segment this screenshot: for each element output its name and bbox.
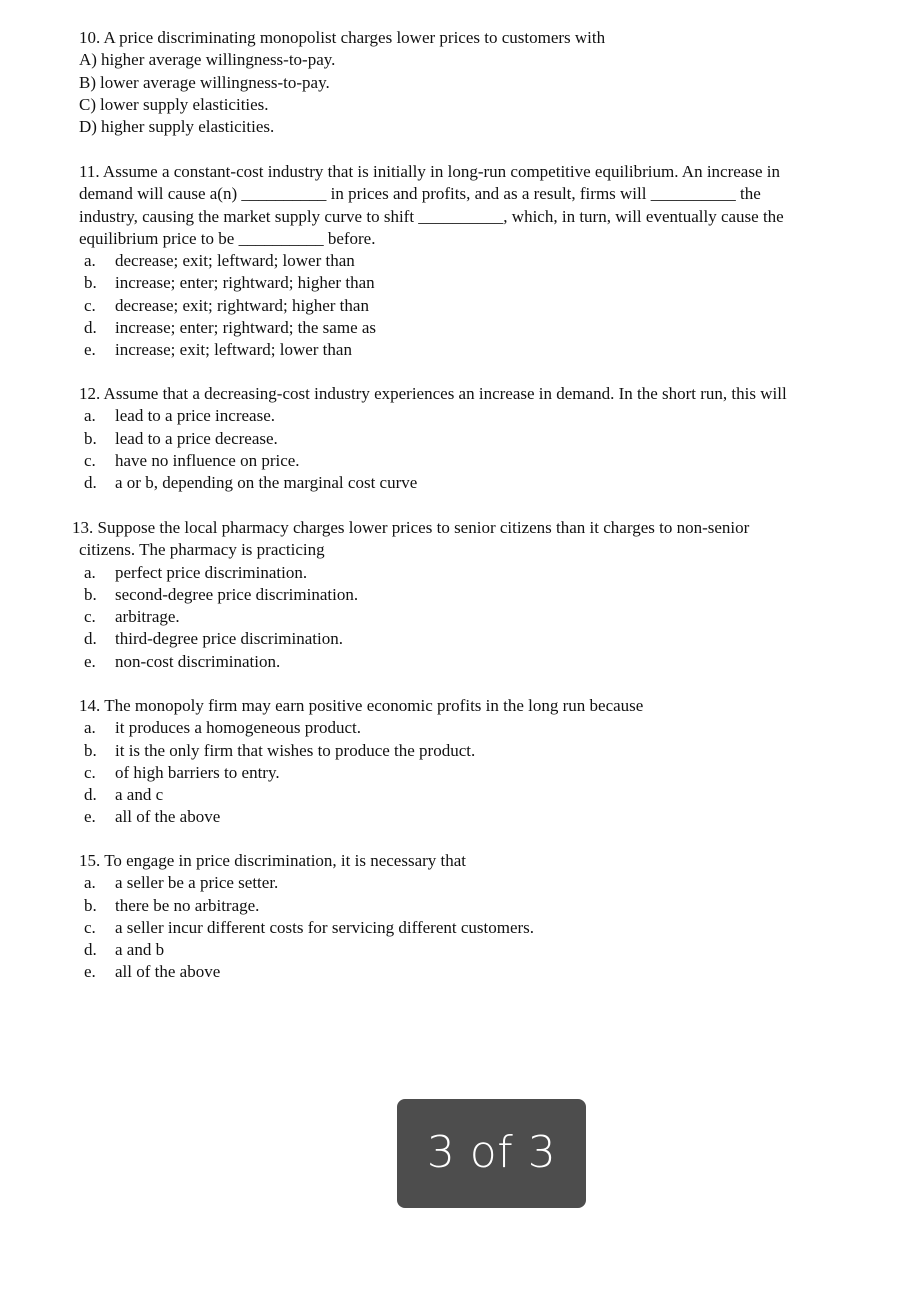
- answer-option: [79, 405, 891, 427]
- answer-option: [79, 472, 891, 494]
- answer-option: [79, 784, 891, 806]
- option-text: have no influence on price.: [115, 450, 300, 470]
- stem-line: citizens. The pharmacy is practicing: [79, 540, 325, 560]
- answer-options: [79, 717, 891, 828]
- answer-option: [79, 895, 891, 917]
- option-text: a or b, depending on the marginal cost curve: [115, 473, 418, 493]
- answer-option: [79, 562, 891, 584]
- question-15: [79, 850, 891, 984]
- option-letter: b.: [84, 584, 97, 604]
- option-letter: d.: [84, 318, 97, 338]
- question-stem: 14. The monopoly firm may earn positive economic profits in the long run because: [79, 696, 644, 715]
- option-letter: d.: [84, 629, 97, 649]
- answer-option: [79, 762, 891, 784]
- option-letter: c.: [84, 295, 96, 315]
- question-10: [79, 27, 891, 138]
- option-letter: D): [79, 117, 97, 137]
- answer-option: [79, 717, 891, 739]
- option-letter: C): [79, 94, 96, 114]
- answer-option: [79, 584, 891, 606]
- option-text: perfect price discrimination.: [115, 562, 308, 582]
- option-letter: a.: [84, 718, 96, 738]
- answer-option: [79, 806, 891, 828]
- answer-options: [79, 49, 891, 138]
- option-letter: B): [79, 72, 96, 92]
- answer-option: [79, 628, 891, 650]
- option-letter: b.: [84, 740, 97, 760]
- answer-option: [79, 450, 891, 472]
- answer-option: [79, 428, 891, 450]
- option-letter: d.: [84, 940, 97, 960]
- option-text: all of the above: [115, 807, 221, 827]
- answer-option: [79, 317, 891, 339]
- option-text: lead to a price increase.: [115, 406, 275, 426]
- answer-option: [79, 116, 891, 138]
- option-letter: c.: [84, 450, 96, 470]
- stem-line: 11. Assume a constant-cost industry that is initially in long-run competitive equilibrium. An increase in: [79, 162, 780, 181]
- answer-option: [79, 651, 891, 673]
- option-letter: a.: [84, 873, 96, 893]
- option-text: increase; enter; rightward; higher than: [115, 273, 375, 293]
- page-indicator: 3 of 3: [397, 1099, 586, 1208]
- question-13: [72, 517, 891, 673]
- option-text: a seller be a price setter.: [115, 873, 279, 893]
- option-letter: a.: [84, 251, 96, 271]
- option-text: a seller incur different costs for servicing different customers.: [115, 917, 535, 937]
- option-letter: e.: [84, 651, 96, 671]
- answer-option: [79, 250, 891, 272]
- answer-options: [79, 405, 891, 494]
- stem-line: demand will cause a(n) __________ in prices and profits, and as a result, firms will __________ the: [79, 184, 761, 204]
- option-text: all of the above: [115, 962, 221, 982]
- option-letter: e.: [84, 340, 96, 360]
- option-text: second-degree price discrimination.: [115, 584, 359, 604]
- option-letter: e.: [84, 807, 96, 827]
- option-letter: e.: [84, 962, 96, 982]
- option-letter: a.: [84, 406, 96, 426]
- option-letter: a.: [84, 562, 96, 582]
- answer-option: [79, 49, 891, 71]
- question-14: [79, 695, 891, 829]
- answer-option: [79, 740, 891, 762]
- option-text: of high barriers to entry.: [115, 762, 280, 782]
- answer-option: [79, 917, 891, 939]
- option-text: lead to a price decrease.: [115, 428, 278, 448]
- option-text: it produces a homogeneous product.: [115, 718, 361, 738]
- answer-option: [79, 606, 891, 628]
- answer-option: [79, 94, 891, 116]
- option-text: it is the only firm that wishes to produce the product.: [115, 740, 476, 760]
- answer-option: [79, 272, 891, 294]
- option-text: a and b: [115, 940, 165, 960]
- question-stem: [79, 161, 891, 250]
- option-letter: b.: [84, 273, 97, 293]
- option-letter: b.: [84, 895, 97, 915]
- option-letter: d.: [84, 473, 97, 493]
- option-text: lower average willingness-to-pay.: [100, 72, 330, 92]
- option-text: decrease; exit; rightward; higher than: [115, 295, 369, 315]
- option-letter: b.: [84, 428, 97, 448]
- option-text: increase; enter; rightward; the same as: [115, 318, 377, 338]
- answer-option: [79, 961, 891, 983]
- option-letter: c.: [84, 607, 96, 627]
- question-12: [79, 383, 891, 494]
- question-stem: 10. A price discriminating monopolist charges lower prices to customers with: [79, 28, 606, 47]
- option-text: third-degree price discrimination.: [115, 629, 343, 649]
- answer-option: [79, 872, 891, 894]
- stem-line: equilibrium price to be __________ before.: [79, 228, 376, 248]
- option-text: lower supply elasticities.: [100, 94, 269, 114]
- question-stem: 12. Assume that a decreasing-cost industry experiences an increase in demand. In the short run, this will: [79, 384, 787, 403]
- answer-option: [79, 295, 891, 317]
- option-text: a and c: [115, 785, 164, 805]
- answer-options: [79, 250, 891, 361]
- option-text: decrease; exit; leftward; lower than: [115, 251, 355, 271]
- stem-line: 13. Suppose the local pharmacy charges lower prices to senior citizens than it charges to non-senior: [72, 518, 750, 537]
- question-stem: 15. To engage in price discrimination, it is necessary that: [79, 851, 467, 870]
- option-text: higher average willingness-to-pay.: [100, 50, 336, 70]
- option-letter: c.: [84, 917, 96, 937]
- answer-option: [79, 939, 891, 961]
- option-letter: d.: [84, 785, 97, 805]
- question-11: [79, 161, 891, 362]
- option-letter: A): [79, 50, 97, 70]
- answer-options: [79, 872, 891, 983]
- answer-option: [79, 339, 891, 361]
- answer-option: [79, 72, 891, 94]
- option-text: there be no arbitrage.: [115, 895, 260, 915]
- option-letter: c.: [84, 762, 96, 782]
- option-text: non-cost discrimination.: [115, 651, 281, 671]
- answer-options: [79, 562, 891, 673]
- question-stem: [72, 517, 891, 562]
- stem-line: industry, causing the market supply curve to shift __________, which, in turn, will eventually cause the: [79, 206, 784, 226]
- option-text: arbitrage.: [115, 607, 180, 627]
- option-text: increase; exit; leftward; lower than: [115, 340, 352, 360]
- option-text: higher supply elasticities.: [100, 117, 275, 137]
